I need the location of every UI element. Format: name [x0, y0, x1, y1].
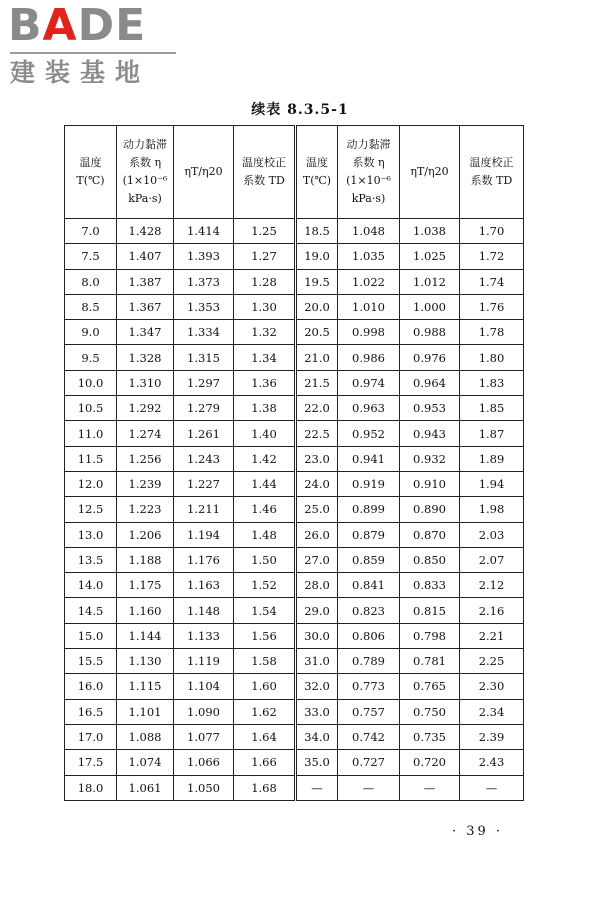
temperature-cell: 9.0 — [65, 320, 117, 345]
viscosity-cell: 1.101 — [117, 699, 174, 724]
table-row — [65, 471, 524, 496]
viscosity-cell: 1.387 — [117, 269, 174, 294]
table-row — [65, 421, 524, 446]
header-viscosity: 动力黏滞 系数 η (1×10⁻⁶ kPa·s) — [338, 126, 400, 219]
correction-cell: 2.43 — [460, 750, 524, 775]
correction-cell: 1.78 — [460, 320, 524, 345]
correction-cell: 1.50 — [234, 547, 296, 572]
correction-cell: 1.44 — [234, 471, 296, 496]
temperature-cell: 7.0 — [65, 219, 117, 244]
ratio-cell: 1.066 — [174, 750, 234, 775]
correction-cell: 2.39 — [460, 724, 524, 749]
temperature-cell: 14.0 — [65, 573, 117, 598]
table-row — [65, 219, 524, 244]
correction-cell: 1.30 — [234, 294, 296, 319]
viscosity-table — [64, 125, 524, 801]
temperature-cell: 20.0 — [296, 294, 338, 319]
correction-cell: 1.80 — [460, 345, 524, 370]
temperature-cell: 10.5 — [65, 396, 117, 421]
ratio-cell: 1.334 — [174, 320, 234, 345]
temperature-cell: 35.0 — [296, 750, 338, 775]
header-temperature: 温度 T(℃) — [296, 126, 338, 219]
header-temperature: 温度 T(℃) — [65, 126, 117, 219]
temperature-cell: 26.0 — [296, 522, 338, 547]
correction-cell: — — [460, 775, 524, 800]
temperature-cell: 10.0 — [65, 370, 117, 395]
table-row — [65, 446, 524, 471]
correction-cell: 2.12 — [460, 573, 524, 598]
logo-wordmark: BADE — [8, 0, 147, 51]
viscosity-cell: 1.367 — [117, 294, 174, 319]
ratio-cell: 1.000 — [400, 294, 460, 319]
temperature-cell: 22.5 — [296, 421, 338, 446]
viscosity-cell: 0.919 — [338, 471, 400, 496]
correction-cell: 2.25 — [460, 649, 524, 674]
ratio-cell: 0.890 — [400, 497, 460, 522]
table-row — [65, 547, 524, 572]
temperature-cell: 7.5 — [65, 244, 117, 269]
viscosity-cell: 1.239 — [117, 471, 174, 496]
viscosity-cell: 1.010 — [338, 294, 400, 319]
correction-cell: 1.42 — [234, 446, 296, 471]
ratio-cell: 0.750 — [400, 699, 460, 724]
viscosity-cell: 0.974 — [338, 370, 400, 395]
temperature-cell: 20.5 — [296, 320, 338, 345]
temperature-cell: 12.5 — [65, 497, 117, 522]
correction-cell: 1.64 — [234, 724, 296, 749]
temperature-cell: 23.0 — [296, 446, 338, 471]
viscosity-cell: 0.952 — [338, 421, 400, 446]
viscosity-cell: 1.061 — [117, 775, 174, 800]
viscosity-cell: 1.223 — [117, 497, 174, 522]
viscosity-cell: 1.144 — [117, 623, 174, 648]
correction-cell: 1.87 — [460, 421, 524, 446]
ratio-cell: 1.050 — [174, 775, 234, 800]
ratio-cell: 1.148 — [174, 598, 234, 623]
table-row — [65, 522, 524, 547]
viscosity-cell: 0.841 — [338, 573, 400, 598]
header-correction-factor: 温度校正 系数 TD — [460, 126, 524, 219]
viscosity-cell: 0.899 — [338, 497, 400, 522]
temperature-cell: 8.0 — [65, 269, 117, 294]
table-caption: 续表 8.3.5-1 — [251, 102, 349, 118]
correction-cell: 1.34 — [234, 345, 296, 370]
ratio-cell: 1.194 — [174, 522, 234, 547]
table-row — [65, 623, 524, 648]
viscosity-cell: 0.773 — [338, 674, 400, 699]
correction-cell: 1.56 — [234, 623, 296, 648]
temperature-cell: 15.5 — [65, 649, 117, 674]
viscosity-cell: 1.115 — [117, 674, 174, 699]
viscosity-cell: 1.022 — [338, 269, 400, 294]
ratio-cell: 1.038 — [400, 219, 460, 244]
correction-cell: 1.58 — [234, 649, 296, 674]
viscosity-cell: 1.188 — [117, 547, 174, 572]
temperature-cell: 9.5 — [65, 345, 117, 370]
viscosity-cell: 0.941 — [338, 446, 400, 471]
viscosity-cell: 1.074 — [117, 750, 174, 775]
correction-cell: 1.70 — [460, 219, 524, 244]
table-header-row — [65, 126, 524, 219]
correction-cell: 1.94 — [460, 471, 524, 496]
correction-cell: 1.89 — [460, 446, 524, 471]
viscosity-cell: 0.879 — [338, 522, 400, 547]
viscosity-cell: 1.310 — [117, 370, 174, 395]
header-correction-factor: 温度校正 系数 TD — [234, 126, 296, 219]
viscosity-cell: 1.088 — [117, 724, 174, 749]
temperature-cell: 22.0 — [296, 396, 338, 421]
ratio-cell: 0.988 — [400, 320, 460, 345]
ratio-cell: 1.297 — [174, 370, 234, 395]
correction-cell: 2.03 — [460, 522, 524, 547]
ratio-cell: 1.163 — [174, 573, 234, 598]
ratio-cell: 1.104 — [174, 674, 234, 699]
correction-cell: 1.54 — [234, 598, 296, 623]
ratio-cell: 1.393 — [174, 244, 234, 269]
table-row — [65, 244, 524, 269]
ratio-cell: 1.414 — [174, 219, 234, 244]
temperature-cell: 17.5 — [65, 750, 117, 775]
temperature-cell: 15.0 — [65, 623, 117, 648]
viscosity-cell: 0.986 — [338, 345, 400, 370]
table-row — [65, 724, 524, 749]
temperature-cell: 18.0 — [65, 775, 117, 800]
ratio-cell: 0.720 — [400, 750, 460, 775]
table-row — [65, 269, 524, 294]
ratio-cell: 0.870 — [400, 522, 460, 547]
temperature-cell: 34.0 — [296, 724, 338, 749]
table-row — [65, 497, 524, 522]
ratio-cell: 1.211 — [174, 497, 234, 522]
table-row — [65, 674, 524, 699]
temperature-cell: 16.0 — [65, 674, 117, 699]
temperature-cell: — — [296, 775, 338, 800]
correction-cell: 1.27 — [234, 244, 296, 269]
viscosity-cell: 1.175 — [117, 573, 174, 598]
correction-cell: 1.76 — [460, 294, 524, 319]
table-row — [65, 573, 524, 598]
viscosity-cell: 1.035 — [338, 244, 400, 269]
viscosity-cell: 1.256 — [117, 446, 174, 471]
ratio-cell: 0.735 — [400, 724, 460, 749]
ratio-cell: 1.353 — [174, 294, 234, 319]
correction-cell: 1.85 — [460, 396, 524, 421]
ratio-cell: 1.025 — [400, 244, 460, 269]
viscosity-cell: 0.963 — [338, 396, 400, 421]
logo-divider — [10, 52, 176, 54]
viscosity-cell: 0.789 — [338, 649, 400, 674]
viscosity-cell: — — [338, 775, 400, 800]
viscosity-cell: 1.407 — [117, 244, 174, 269]
correction-cell: 1.72 — [460, 244, 524, 269]
viscosity-cell: 1.347 — [117, 320, 174, 345]
temperature-cell: 17.0 — [65, 724, 117, 749]
ratio-cell: 1.261 — [174, 421, 234, 446]
temperature-cell: 16.5 — [65, 699, 117, 724]
temperature-cell: 13.5 — [65, 547, 117, 572]
viscosity-cell: 0.727 — [338, 750, 400, 775]
temperature-cell: 18.5 — [296, 219, 338, 244]
table-row — [65, 598, 524, 623]
ratio-cell: 0.964 — [400, 370, 460, 395]
viscosity-cell: 0.859 — [338, 547, 400, 572]
ratio-cell: 0.781 — [400, 649, 460, 674]
viscosity-cell: 0.998 — [338, 320, 400, 345]
table-row — [65, 345, 524, 370]
temperature-cell: 12.0 — [65, 471, 117, 496]
viscosity-cell: 1.428 — [117, 219, 174, 244]
temperature-cell: 11.0 — [65, 421, 117, 446]
correction-cell: 1.98 — [460, 497, 524, 522]
viscosity-cell: 1.130 — [117, 649, 174, 674]
viscosity-cell: 1.160 — [117, 598, 174, 623]
table-row — [65, 750, 524, 775]
temperature-cell: 8.5 — [65, 294, 117, 319]
ratio-cell: 1.090 — [174, 699, 234, 724]
viscosity-cell: 1.206 — [117, 522, 174, 547]
temperature-cell: 27.0 — [296, 547, 338, 572]
table-row — [65, 649, 524, 674]
table-body — [65, 219, 524, 801]
ratio-cell: 0.910 — [400, 471, 460, 496]
correction-cell: 1.52 — [234, 573, 296, 598]
correction-cell: 1.66 — [234, 750, 296, 775]
ratio-cell: 1.012 — [400, 269, 460, 294]
bade-logo — [8, 0, 178, 94]
ratio-cell: 0.953 — [400, 396, 460, 421]
temperature-cell: 14.5 — [65, 598, 117, 623]
ratio-cell: 1.279 — [174, 396, 234, 421]
viscosity-cell: 1.292 — [117, 396, 174, 421]
correction-cell: 1.74 — [460, 269, 524, 294]
correction-cell: 1.25 — [234, 219, 296, 244]
ratio-cell: 1.243 — [174, 446, 234, 471]
correction-cell: 2.34 — [460, 699, 524, 724]
temperature-cell: 31.0 — [296, 649, 338, 674]
correction-cell: 1.28 — [234, 269, 296, 294]
ratio-cell: — — [400, 775, 460, 800]
correction-cell: 1.38 — [234, 396, 296, 421]
correction-cell: 1.36 — [234, 370, 296, 395]
viscosity-cell: 0.742 — [338, 724, 400, 749]
ratio-cell: 1.133 — [174, 623, 234, 648]
temperature-cell: 25.0 — [296, 497, 338, 522]
ratio-cell: 0.815 — [400, 598, 460, 623]
table-row — [65, 699, 524, 724]
ratio-cell: 0.976 — [400, 345, 460, 370]
ratio-cell: 1.315 — [174, 345, 234, 370]
ratio-cell: 0.833 — [400, 573, 460, 598]
correction-cell: 1.83 — [460, 370, 524, 395]
correction-cell: 1.40 — [234, 421, 296, 446]
page-number: · 39 · — [452, 824, 504, 839]
header-viscosity-ratio: ηT/η20 — [400, 126, 460, 219]
correction-cell: 2.21 — [460, 623, 524, 648]
temperature-cell: 24.0 — [296, 471, 338, 496]
correction-cell: 1.60 — [234, 674, 296, 699]
temperature-cell: 30.0 — [296, 623, 338, 648]
ratio-cell: 1.077 — [174, 724, 234, 749]
table-row — [65, 775, 524, 800]
temperature-cell: 21.5 — [296, 370, 338, 395]
viscosity-cell: 1.328 — [117, 345, 174, 370]
ratio-cell: 1.119 — [174, 649, 234, 674]
temperature-cell: 28.0 — [296, 573, 338, 598]
temperature-cell: 19.0 — [296, 244, 338, 269]
ratio-cell: 0.765 — [400, 674, 460, 699]
temperature-cell: 33.0 — [296, 699, 338, 724]
temperature-cell: 21.0 — [296, 345, 338, 370]
temperature-cell: 11.5 — [65, 446, 117, 471]
viscosity-cell: 1.048 — [338, 219, 400, 244]
viscosity-cell: 1.274 — [117, 421, 174, 446]
correction-cell: 2.30 — [460, 674, 524, 699]
table-row — [65, 396, 524, 421]
correction-cell: 1.46 — [234, 497, 296, 522]
ratio-cell: 0.943 — [400, 421, 460, 446]
correction-cell: 2.16 — [460, 598, 524, 623]
table-row — [65, 320, 524, 345]
viscosity-cell: 0.823 — [338, 598, 400, 623]
temperature-cell: 13.0 — [65, 522, 117, 547]
correction-cell: 1.62 — [234, 699, 296, 724]
table-row — [65, 294, 524, 319]
ratio-cell: 0.850 — [400, 547, 460, 572]
header-viscosity: 动力黏滞 系数 η (1×10⁻⁶ kPa·s) — [117, 126, 174, 219]
table-row — [65, 370, 524, 395]
correction-cell: 2.07 — [460, 547, 524, 572]
ratio-cell: 1.373 — [174, 269, 234, 294]
ratio-cell: 1.227 — [174, 471, 234, 496]
ratio-cell: 0.798 — [400, 623, 460, 648]
logo-subtitle: 建装基地 — [10, 58, 151, 87]
temperature-cell: 29.0 — [296, 598, 338, 623]
correction-cell: 1.48 — [234, 522, 296, 547]
temperature-cell: 19.5 — [296, 269, 338, 294]
ratio-cell: 1.176 — [174, 547, 234, 572]
correction-cell: 1.32 — [234, 320, 296, 345]
temperature-cell: 32.0 — [296, 674, 338, 699]
viscosity-cell: 0.757 — [338, 699, 400, 724]
header-viscosity-ratio: ηT/η20 — [174, 126, 234, 219]
viscosity-cell: 0.806 — [338, 623, 400, 648]
ratio-cell: 0.932 — [400, 446, 460, 471]
correction-cell: 1.68 — [234, 775, 296, 800]
